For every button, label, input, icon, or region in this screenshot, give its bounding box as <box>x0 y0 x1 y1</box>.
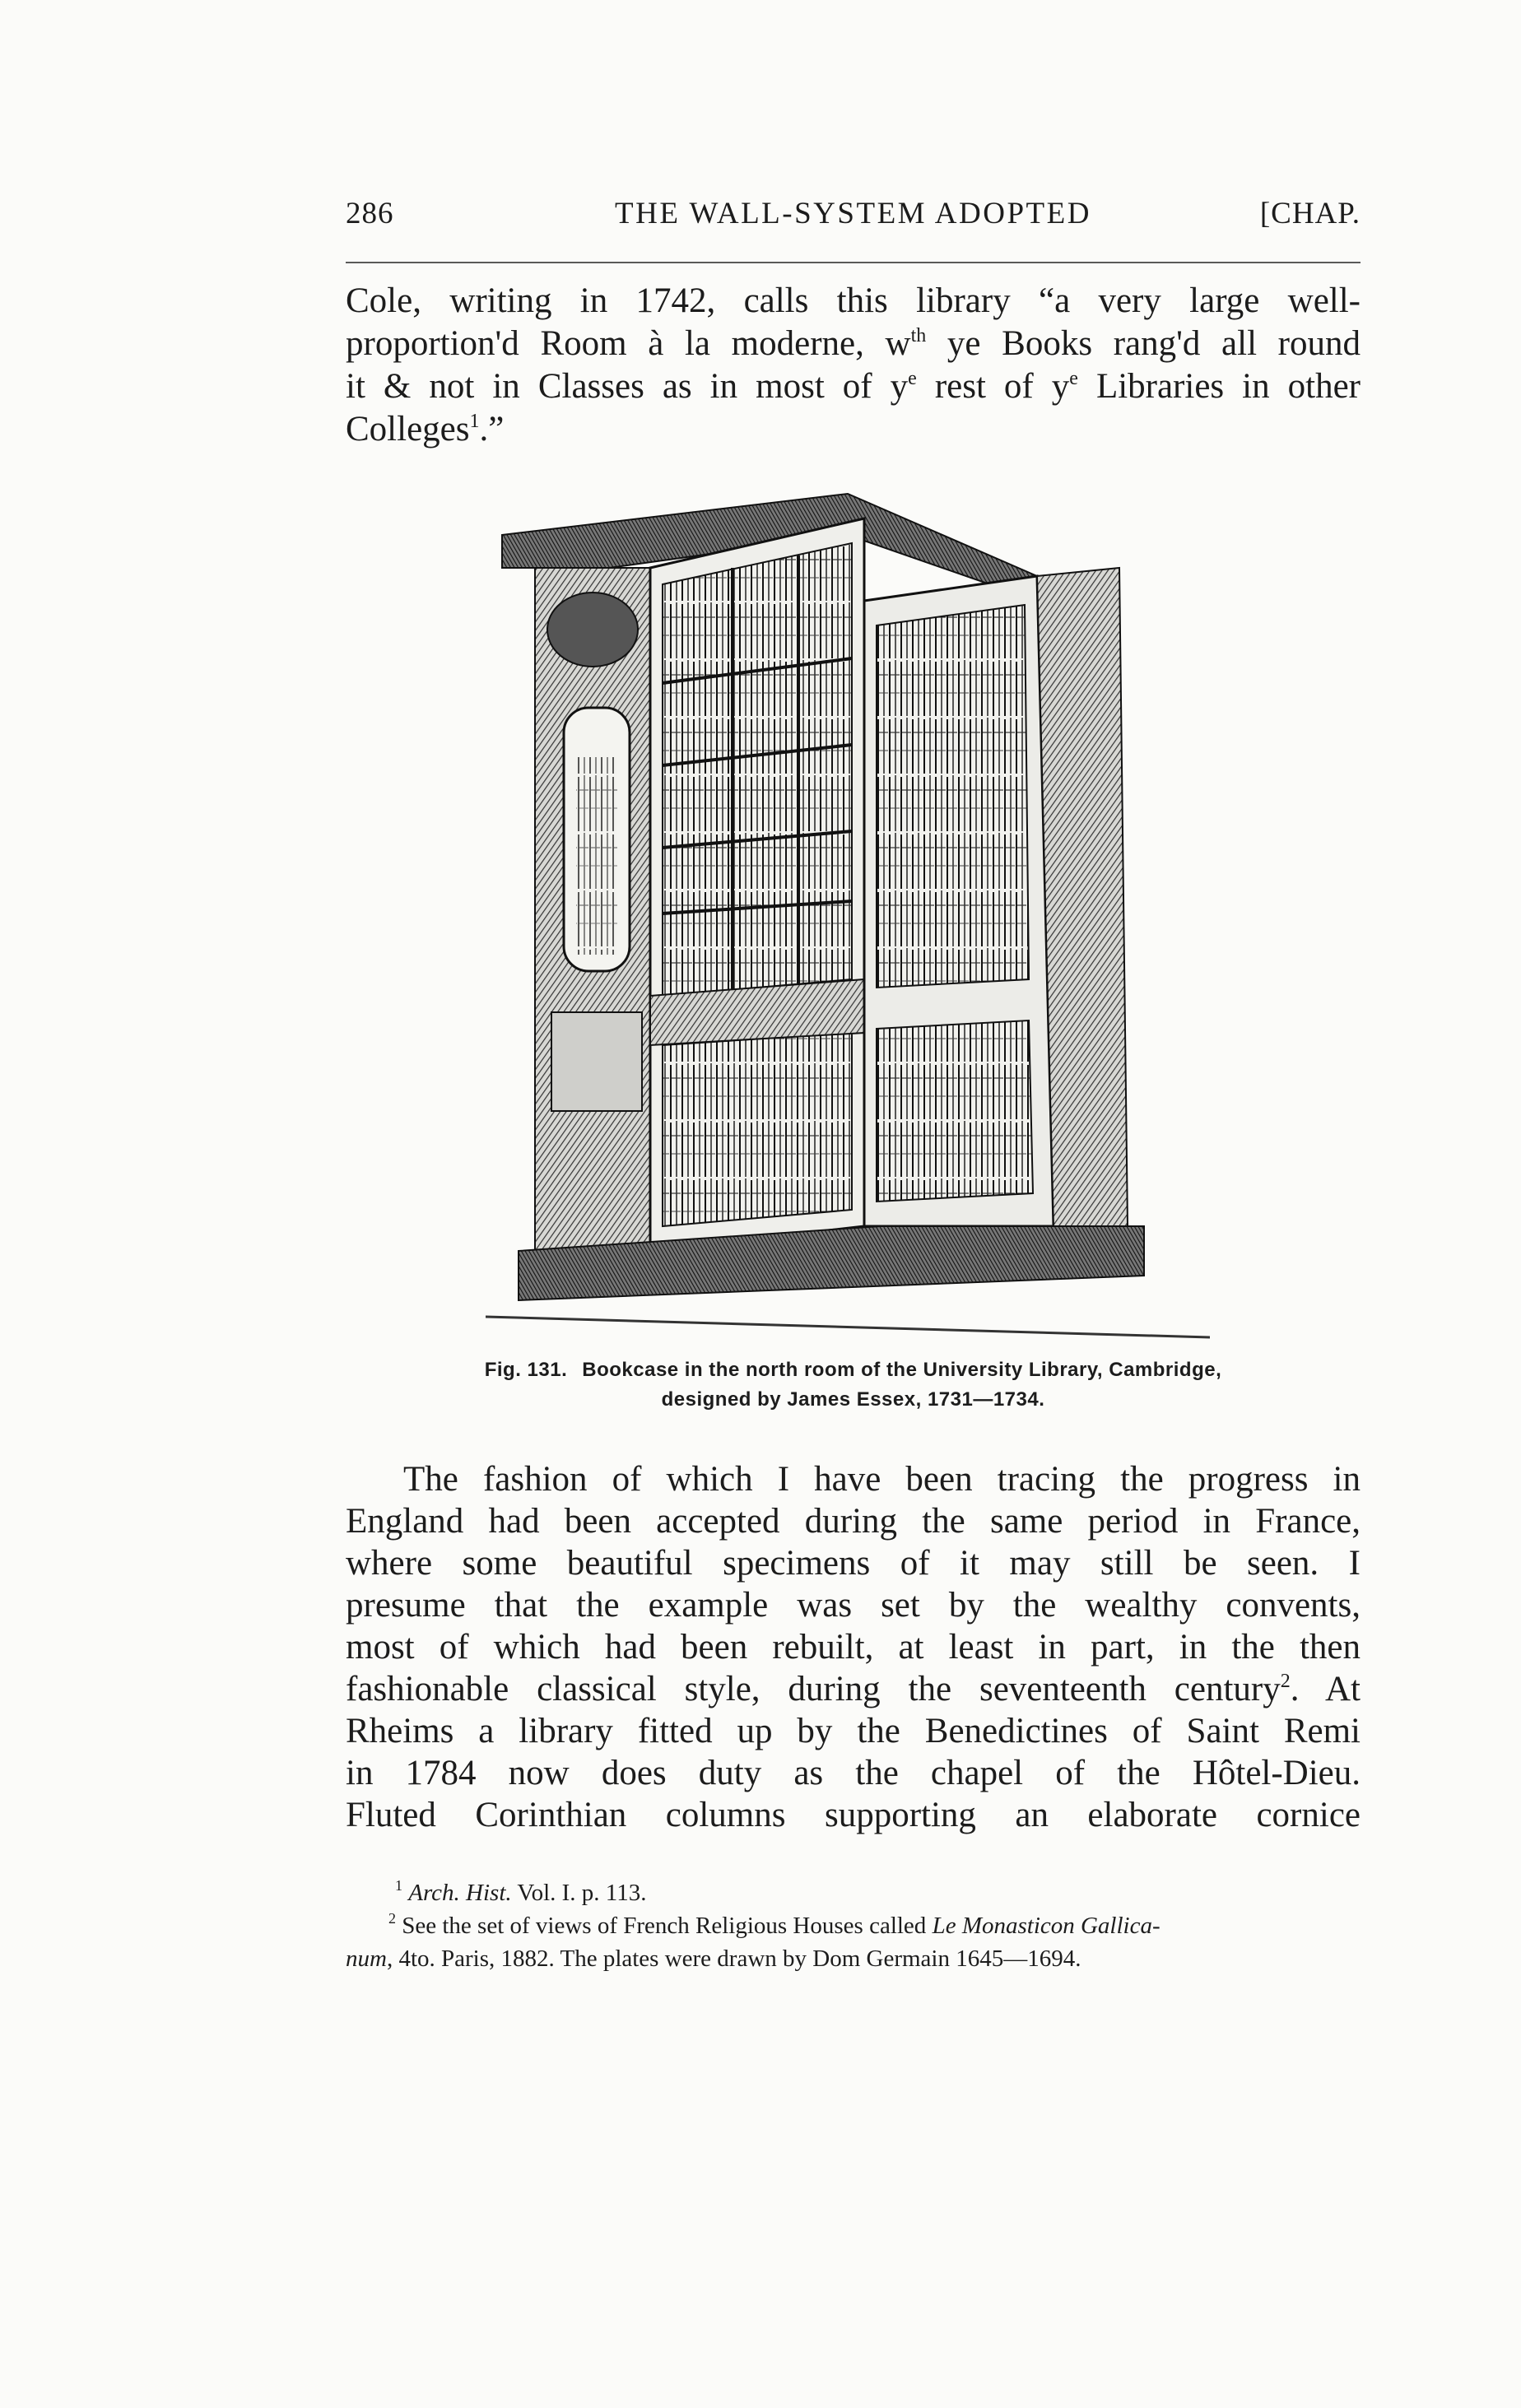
cartouche-ornament <box>547 593 638 667</box>
figure-caption: Fig. 131. Bookcase in the north room of the University Library, Cambridge, designed by James Essex, 1731—1734. <box>484 1359 1222 1411</box>
text-line: Rheims a library fitted up by the Benedictines of Saint Remi <box>346 1712 1361 1750</box>
text-line: Colleges$^1$.” <box>346 410 505 449</box>
footnotes <box>346 1876 1361 1975</box>
text-line: in 1784 now does duty as the chapel of the Hôtel-Dieu. <box>346 1754 1361 1792</box>
paragraph-france <box>346 1458 1361 1836</box>
text-line: where some beautiful specimens of it may still be seen. I <box>346 1544 1361 1583</box>
lower-shelves <box>663 1033 852 1226</box>
text-line: England had been accepted during the same period in France, <box>346 1502 1361 1541</box>
text-line: proportion'd Room à la moderne, $w^{th}$ ye Books rang'd all round <box>346 324 1361 363</box>
text-line: The fashion of which I have been tracing the progress in <box>403 1460 1361 1499</box>
lower-side-panel <box>551 1012 642 1111</box>
paragraph-cole-quote <box>346 280 1361 451</box>
footnote-2-continued: num, 4to. Paris, 1882. The plates were drawn by Dom Germain 1645—1694. <box>346 1945 1081 1972</box>
footnote-ref: 1 <box>469 411 480 432</box>
page-number: 286 <box>346 197 394 230</box>
text-line: Cole, writing in 1742, calls this library “a very large well- <box>346 281 1361 320</box>
corner-end-cabinet <box>1037 568 1128 1226</box>
running-title: THE WALL-SYSTEM ADOPTED <box>615 197 1091 230</box>
text-line: most of which had been rebuilt, at least in part, in the then <box>346 1628 1361 1667</box>
text-line: it & not in Classes as in most of $y^e$ rest of $y^e$ Libraries in other <box>346 367 1361 406</box>
text-line: fashionable classical style, during the seventeenth century$^2$. At <box>346 1670 1361 1708</box>
chapter-mark: [CHAP. <box>1259 197 1361 230</box>
header-rule <box>346 262 1361 263</box>
running-header <box>346 196 1361 249</box>
footnote-ref: 2 <box>1280 1671 1291 1692</box>
text-line: presume that the example was set by the wealthy convents, <box>346 1586 1361 1625</box>
footnote-1: $^1$ Arch. Hist. Vol. I. p. 113. <box>395 1877 647 1906</box>
bookcase-engraving <box>486 486 1210 1341</box>
figure-label: Fig. 131. <box>484 1359 568 1381</box>
text-line: Fluted Corinthian columns supporting an elaborate cornice <box>346 1796 1361 1834</box>
upper-shelves <box>663 543 852 996</box>
floor-line <box>486 1317 1210 1337</box>
footnote-2: $^2$ See the set of views of French Religious Houses called Le Monasticon Gallica- <box>388 1910 1161 1939</box>
